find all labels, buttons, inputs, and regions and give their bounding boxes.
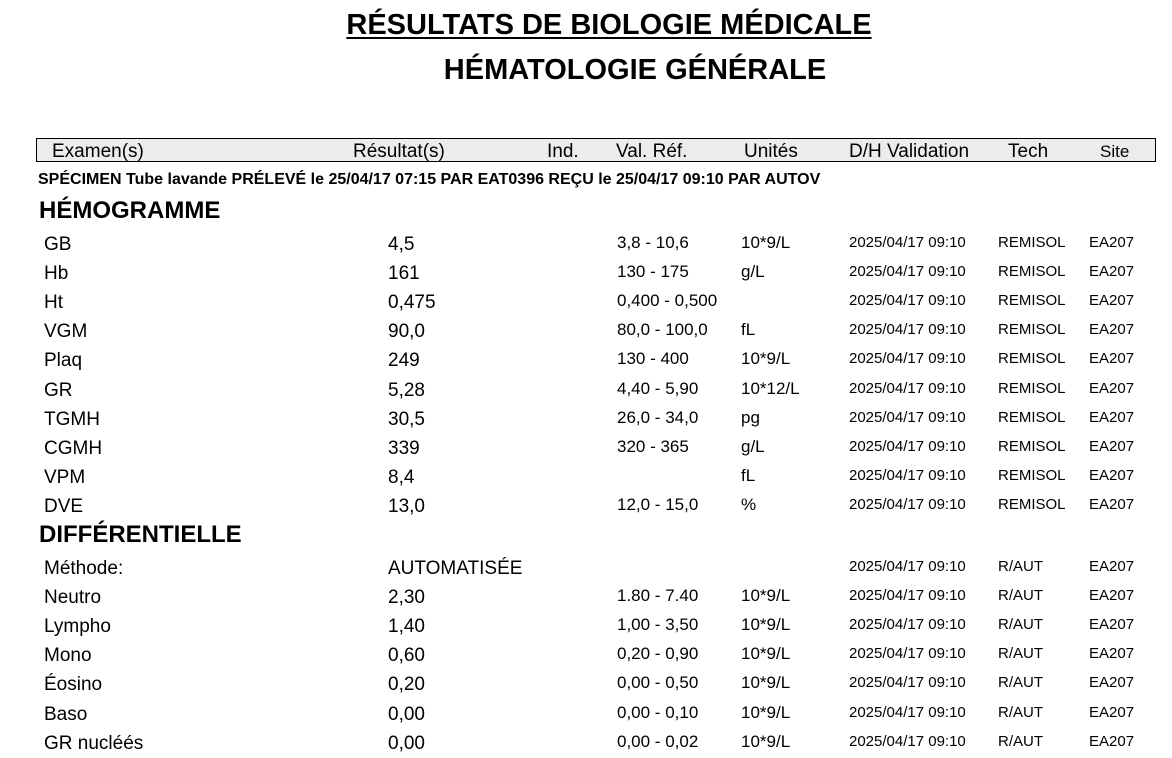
result-value: AUTOMATISÉE xyxy=(388,558,523,579)
exam-name: GR nucléés xyxy=(44,732,144,754)
result-row xyxy=(0,374,1172,403)
site-code: EA207 xyxy=(1089,466,1135,484)
validation-datetime: 2025/04/17 09:10 xyxy=(849,616,966,634)
site-code: EA207 xyxy=(1089,379,1135,397)
reference-range: 0,00 - 0,10 xyxy=(617,702,699,722)
result-value: 0,60 xyxy=(388,645,425,667)
result-value: 2,30 xyxy=(388,587,425,609)
result-value: 161 xyxy=(388,263,420,285)
result-value: 1,40 xyxy=(388,616,425,638)
header-resultats: Résultat(s) xyxy=(353,141,445,162)
reference-range: 80,0 - 100,0 xyxy=(617,320,708,340)
header-unites: Unités xyxy=(744,141,798,162)
result-value: 5,28 xyxy=(388,379,425,401)
site-code: EA207 xyxy=(1089,645,1135,663)
header-examens: Examen(s) xyxy=(52,141,144,162)
exam-name: VPM xyxy=(44,466,86,488)
exam-name: TGMH xyxy=(44,408,100,430)
tech-code: R/AUT xyxy=(998,616,1043,634)
unit: pg xyxy=(741,407,760,427)
result-row xyxy=(0,461,1172,490)
exam-name: Méthode: xyxy=(44,558,124,579)
exam-name: Hb xyxy=(44,263,69,285)
site-code: EA207 xyxy=(1089,408,1135,426)
validation-datetime: 2025/04/17 09:10 xyxy=(849,674,966,692)
result-row xyxy=(0,552,1172,581)
validation-datetime: 2025/04/17 09:10 xyxy=(849,292,966,310)
result-row xyxy=(0,344,1172,373)
unit: g/L xyxy=(741,436,765,456)
unit: 10*9/L xyxy=(741,586,791,606)
tech-code: R/AUT xyxy=(998,587,1043,605)
exam-name: Baso xyxy=(44,703,88,725)
exam-name: VGM xyxy=(44,321,88,343)
specimen-line: SPÉCIMEN Tube lavande PRÉLEVÉ le 25/04/17 07:15 PAR EAT0396 REÇU le 25/04/17 09:10 PAR AUTOV xyxy=(38,171,821,188)
reference-range: 0,20 - 0,90 xyxy=(617,644,699,664)
column-header-bar xyxy=(36,138,1156,162)
tech-code: REMISOL xyxy=(998,379,1066,397)
result-row xyxy=(0,639,1172,668)
exam-name: GR xyxy=(44,379,73,401)
result-value: 4,5 xyxy=(388,234,415,255)
exam-name: Mono xyxy=(44,645,92,667)
tech-code: REMISOL xyxy=(998,350,1066,368)
tech-code: REMISOL xyxy=(998,263,1066,281)
header-validation: D/H Validation xyxy=(849,141,970,162)
section-title: HÉMOGRAMME xyxy=(39,197,221,224)
exam-name: CGMH xyxy=(44,437,103,459)
result-row xyxy=(0,432,1172,461)
validation-datetime: 2025/04/17 09:10 xyxy=(849,263,966,281)
site-code: EA207 xyxy=(1089,350,1135,368)
unit: 10*12/L xyxy=(741,378,800,398)
reference-range: 26,0 - 34,0 xyxy=(617,407,699,427)
reference-range: 130 - 400 xyxy=(617,349,689,369)
tech-code: REMISOL xyxy=(998,466,1066,484)
result-value: 0,00 xyxy=(388,703,425,725)
site-code: EA207 xyxy=(1089,263,1135,281)
result-value: 339 xyxy=(388,437,420,459)
tech-code: REMISOL xyxy=(998,321,1066,339)
reference-range: 12,0 - 15,0 xyxy=(617,494,699,514)
reference-range: 0,400 - 0,500 xyxy=(617,291,718,311)
validation-datetime: 2025/04/17 09:10 xyxy=(849,466,966,484)
result-row xyxy=(0,698,1172,727)
reference-range: 3,8 - 10,6 xyxy=(617,233,689,252)
result-row xyxy=(0,490,1172,519)
result-row xyxy=(0,403,1172,432)
result-row xyxy=(0,228,1172,257)
validation-datetime: 2025/04/17 09:10 xyxy=(849,379,966,397)
unit: 10*9/L xyxy=(741,349,791,369)
result-value: 13,0 xyxy=(388,495,425,517)
exam-name: GB xyxy=(44,234,72,255)
exam-name: Éosino xyxy=(44,674,103,696)
unit: % xyxy=(741,494,757,514)
result-row xyxy=(0,286,1172,315)
validation-datetime: 2025/04/17 09:10 xyxy=(849,408,966,426)
reference-range: 0,00 - 0,50 xyxy=(617,673,699,693)
result-value: 8,4 xyxy=(388,466,415,488)
validation-datetime: 2025/04/17 09:10 xyxy=(849,645,966,663)
result-value: 249 xyxy=(388,350,420,372)
result-row xyxy=(0,610,1172,639)
unit: 10*9/L xyxy=(741,702,791,722)
unit: 10*9/L xyxy=(741,673,791,693)
exam-name: Ht xyxy=(44,292,63,314)
site-code: EA207 xyxy=(1089,292,1135,310)
exam-name: Neutro xyxy=(44,587,102,609)
site-code: EA207 xyxy=(1089,558,1135,575)
result-value: 0,20 xyxy=(388,674,425,696)
validation-datetime: 2025/04/17 09:10 xyxy=(849,703,966,721)
tech-code: R/AUT xyxy=(998,645,1043,663)
reference-range: 130 - 175 xyxy=(617,262,689,282)
validation-datetime: 2025/04/17 09:10 xyxy=(849,234,966,251)
header-ind: Ind. xyxy=(547,141,579,162)
reference-range: 0,00 - 0,02 xyxy=(617,731,699,751)
validation-datetime: 2025/04/17 09:10 xyxy=(849,350,966,368)
exam-name: Lympho xyxy=(44,616,111,638)
validation-datetime: 2025/04/17 09:10 xyxy=(849,732,966,750)
tech-code: REMISOL xyxy=(998,437,1066,455)
header-site: Site xyxy=(1100,142,1130,161)
report-title: RÉSULTATS DE BIOLOGIE MÉDICALE xyxy=(346,9,872,41)
unit: 10*9/L xyxy=(741,615,791,635)
site-code: EA207 xyxy=(1089,437,1135,455)
unit: fL xyxy=(741,320,756,340)
validation-datetime: 2025/04/17 09:10 xyxy=(849,587,966,605)
tech-code: REMISOL xyxy=(998,495,1066,513)
result-row xyxy=(0,315,1172,344)
site-code: EA207 xyxy=(1089,321,1135,339)
result-value: 90,0 xyxy=(388,321,425,343)
reference-range: 1.80 - 7.40 xyxy=(617,586,699,606)
reference-range: 320 - 365 xyxy=(617,436,689,456)
result-value: 0,475 xyxy=(388,292,436,314)
exam-name: DVE xyxy=(44,495,84,517)
tech-code: REMISOL xyxy=(998,292,1066,310)
unit: 10*9/L xyxy=(741,731,791,751)
tech-code: R/AUT xyxy=(998,674,1043,692)
section-title: DIFFÉRENTIELLE xyxy=(39,521,242,548)
validation-datetime: 2025/04/17 09:10 xyxy=(849,321,966,339)
result-row xyxy=(0,727,1172,756)
header-tech: Tech xyxy=(1008,141,1049,162)
validation-datetime: 2025/04/17 09:10 xyxy=(849,437,966,455)
result-value: 0,00 xyxy=(388,732,425,754)
result-row xyxy=(0,581,1172,610)
tech-code: REMISOL xyxy=(998,234,1066,251)
reference-range: 4,40 - 5,90 xyxy=(617,378,699,398)
tech-code: R/AUT xyxy=(998,732,1043,750)
exam-name: Plaq xyxy=(44,350,83,372)
site-code: EA207 xyxy=(1089,616,1135,634)
result-row xyxy=(0,257,1172,286)
unit: g/L xyxy=(741,262,765,282)
tech-code: REMISOL xyxy=(998,408,1066,426)
site-code: EA207 xyxy=(1089,674,1135,692)
validation-datetime: 2025/04/17 09:10 xyxy=(849,495,966,513)
reference-range: 1,00 - 3,50 xyxy=(617,615,699,635)
tech-code: R/AUT xyxy=(998,703,1043,721)
validation-datetime: 2025/04/17 09:10 xyxy=(849,558,966,575)
site-code: EA207 xyxy=(1089,495,1135,513)
site-code: EA207 xyxy=(1089,732,1135,750)
unit: 10*9/L xyxy=(741,644,791,664)
unit: 10*9/L xyxy=(741,233,791,252)
unit: fL xyxy=(741,465,756,485)
header-val-ref: Val. Réf. xyxy=(616,141,688,162)
site-code: EA207 xyxy=(1089,587,1135,605)
site-code: EA207 xyxy=(1089,703,1135,721)
tech-code: R/AUT xyxy=(998,558,1043,575)
result-row xyxy=(0,668,1172,697)
site-code: EA207 xyxy=(1089,234,1135,251)
result-value: 30,5 xyxy=(388,408,425,430)
report-subtitle: HÉMATOLOGIE GÉNÉRALE xyxy=(443,54,827,86)
